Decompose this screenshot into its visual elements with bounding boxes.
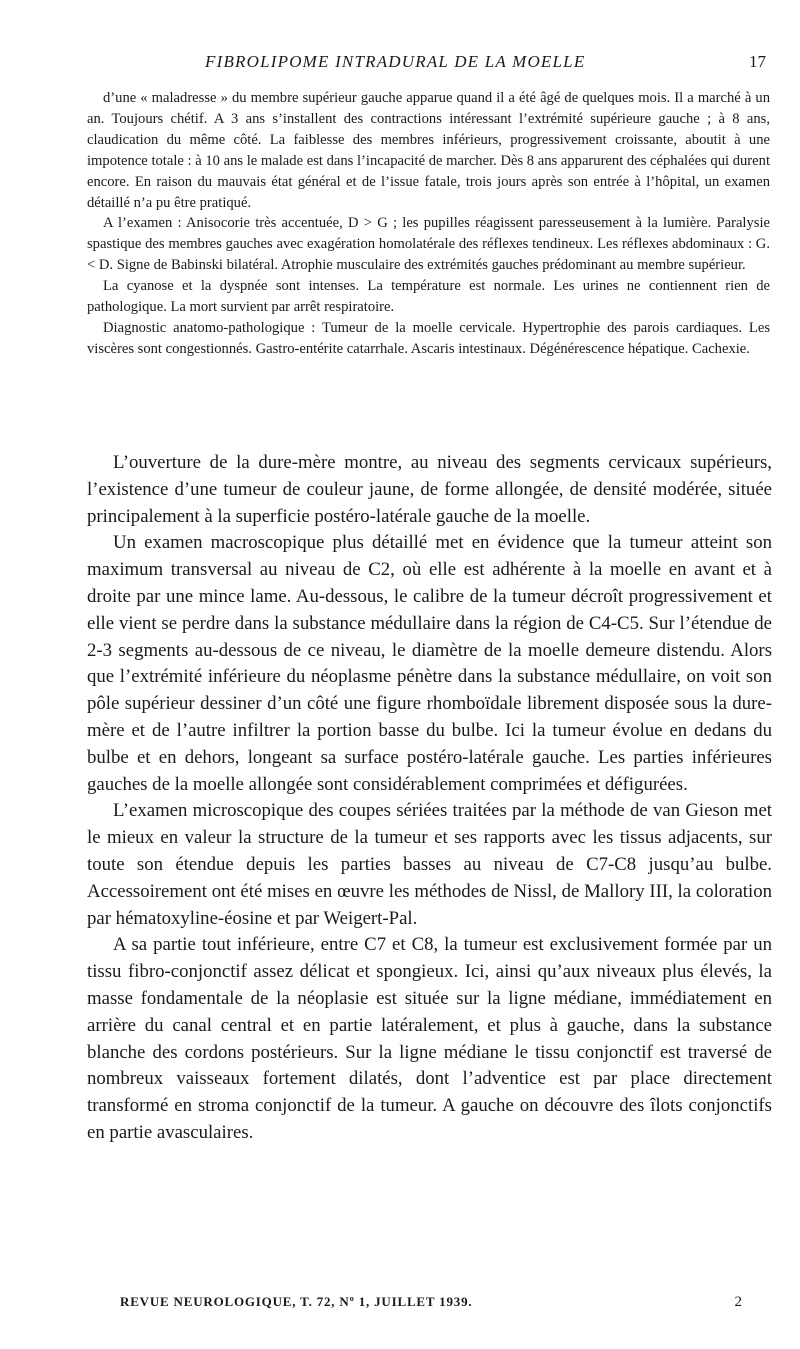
case-paragraph-examination: A l’examen : Anisocorie très accentuée, D > G ; les pupilles réagissent paresseusement à la lumière. Paralysie spastique des membres gauches avec exagération homolatérale des réflexes tendineux. Les réflexes abdominaux : G. < D. Signe de Babinski bilatéral. Atrophie musculaire des extrémités gauches prédominant au membre supérieur. [87, 215, 770, 274]
journal-citation: REVUE NEUROLOGIQUE, T. 72, Nº 1, JUILLET 1939. [120, 1294, 473, 1309]
case-report [87, 88, 770, 360]
case-paragraph-diagnosis: Diagnostic anatomo-pathologique : Tumeur de la moelle cervicale. Hypertrophie des parois cardiaques. Les viscères sont congestionnés. Gastro-entérite catarrhale. Ascaris intestinaux. Dégénérescence hépatique. Cachexie. [87, 319, 770, 357]
body-paragraph-lower-part: A sa partie tout inférieure, entre C7 et C8, la tumeur est exclusivement formée par un tissu fibro-conjonctif assez délicat et spongieux. Ici, ainsi qu’aux niveaux plus élevés, la masse fondamentale de la néoplasie est située sur la ligne médiane, immédiatement en arrière du canal central et en partie latéralement, et plus à gauche, dans la substance blanche des cordons postérieurs. Sur la ligne médiane le tissu conjonctif est traversé de nombreux vaisseaux fortement dilatés, dont l’adventice est par place directement transformé en stroma conjonctif de la tumeur. A gauche on découvre des îlots conjonctifs en partie avasculaires. [87, 934, 772, 1143]
page-footer [0, 1294, 800, 1316]
body-paragraph-macroscopic: Un examen macroscopique plus détaillé met en évidence que la tumeur atteint son maximum transversal au niveau de C2, où elle est adhérente à la moelle en avant et à droite par une mince lame. Au-dessous, le calibre de la tumeur décroît progressivement et elle vient se perdre dans la substance médullaire dans la région de C4-C5. Sur l’étendue de 2-3 segments au-dessous de ce niveau, le diamètre de la moelle demeure distendu. Alors que l’extrémité inférieure du néoplasme pénètre dans la substance médullaire, on voit son pôle supérieur dessiner d’un côté une figure rhomboïdale librement disposée sous la dure-mère et de l’autre infiltrer la portion basse du bulbe. Ici la tumeur évolue en dedans du bulbe et en dehors, longeant sa surface postéro-latérale gauche. Les parties inférieures gauches de la moelle allongée sont considérablement comprimées et défigurées. [87, 532, 772, 795]
signature-mark: 2 [734, 1294, 742, 1310]
case-paragraph-course: La cyanose et la dyspnée sont intenses. La température est normale. Les urines ne contiennent rien de pathologique. La mort survient par arrêt respiratoire. [87, 278, 770, 316]
running-title: FIBROLIPOME INTRADURAL DE LA MOELLE [205, 52, 586, 71]
page-number: 17 [749, 52, 766, 71]
body-paragraph-microscopic: L’examen microscopique des coupes sériées traitées par la méthode de van Gieson met le mieux en valeur la structure de la tumeur et ses rapports avec les tissus adjacents, sur toute son étendue depuis les parties basses au niveau de C7-C8 jusqu’au bulbe. Accessoirement ont été mises en œuvre les méthodes de Nissl, de Mallory III, la coloration par hématoxyline-éosine et par Weigert-Pal. [87, 800, 772, 929]
running-head [0, 52, 800, 76]
case-paragraph-history: d’une « maladresse » du membre supérieur gauche apparue quand il a été âgé de quelques mois. Il a marché à un an. Toujours chétif. A 3 ans s’installent des contractions intéressant l’extrémité supérieure gauche ; à 8 ans, claudication du même côté. La faiblesse des membres inférieurs, progressivement croissante, aboutit à une impotence totale : à 10 ans le malade est dans l’incapacité de marcher. Dès 8 ans apparurent des céphalées qui durent encore. En raison du mauvais état général et de l’issue fatale, trois jours après son entrée à l’hôpital, un examen détaillé n’a pu être pratiqué. [87, 90, 770, 211]
main-text [87, 450, 772, 1147]
body-paragraph-dura-opening: L’ouverture de la dure-mère montre, au niveau des segments cervicaux supérieurs, l’existence d’une tumeur de couleur jaune, de forme allongée, de densité modérée, située principalement à la superficie postéro-latérale gauche de la moelle. [87, 452, 772, 527]
